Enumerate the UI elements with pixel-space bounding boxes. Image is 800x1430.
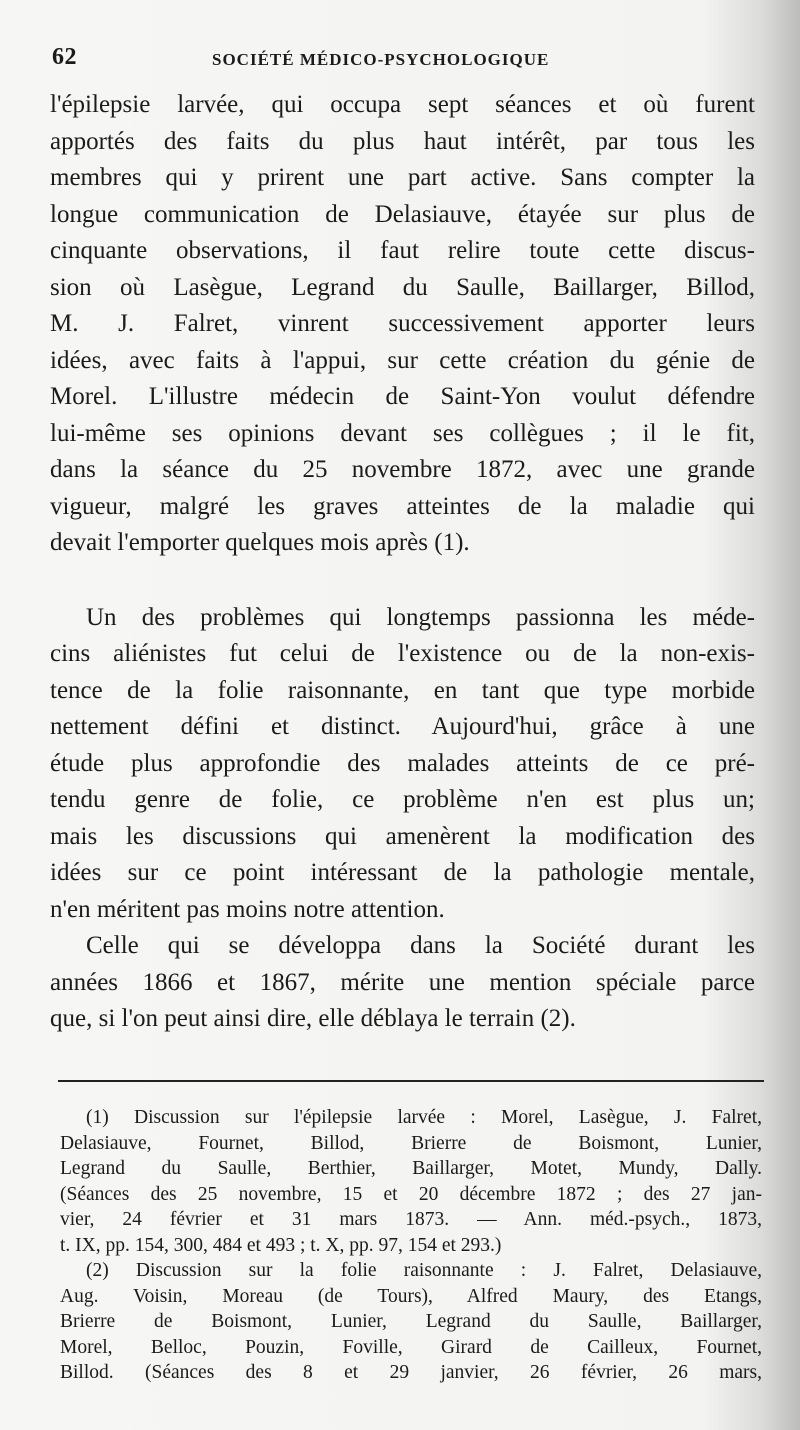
text-line: cins aliénistes fut celui de l'existence ou de la non-exis- xyxy=(50,640,755,667)
text-line: tence de la folie raisonnante, en tant que type morbide xyxy=(50,676,755,704)
running-title: SOCIÉTÉ MÉDICO-PSYCHOLOGIQUE xyxy=(212,50,550,69)
footnote-line: Morel, Belloc, Pouzin, Foville, Girard de Cailleux, Fournet, xyxy=(60,1336,762,1358)
body-text xyxy=(50,87,755,1038)
text-line: que, si l'on peut ainsi dire, elle déblaya le terrain (2). xyxy=(50,1005,576,1032)
text-line: M. J. Falret, vinrent successivement apporter leurs xyxy=(50,310,755,337)
text-line: devait l'emporter quelques mois après (1). xyxy=(50,529,470,556)
paragraph-1 xyxy=(50,87,755,562)
text-line: l'épilepsie larvée, qui occupa sept séances et où furent xyxy=(50,91,755,118)
footnotes xyxy=(60,1105,762,1386)
paragraph-2 xyxy=(50,600,755,929)
text-line: Un des problèmes qui longtemps passionna les méde- xyxy=(86,603,755,631)
footnote-line: Billod. (Séances des 8 et 29 janvier, 26 février, 26 mars, xyxy=(60,1362,762,1383)
page-number: 62 xyxy=(52,44,77,70)
footnote-rule xyxy=(58,1080,764,1082)
footnote-line: Aug. Voisin, Moreau (de Tours), Alfred Maury, des Etangs, xyxy=(60,1285,762,1307)
text-line: membres qui y prirent une part active. Sans compter la xyxy=(50,164,755,191)
footnote-line: t. IX, pp. 154, 300, 484 et 493 ; t. X, pp. 97, 154 et 293.) xyxy=(60,1234,502,1256)
text-line: mais les discussions qui amenèrent la modification des xyxy=(50,822,755,850)
footnote-line: (Séances des 25 novembre, 15 et 20 décembre 1872 ; des 27 jan- xyxy=(60,1183,762,1205)
text-line: sion où Lasègue, Legrand du Saulle, Baillarger, Billod, xyxy=(50,273,755,301)
footnote-line: (2) Discussion sur la folie raisonnante : J. Falret, Delasiauve, xyxy=(86,1260,762,1281)
footnote-1 xyxy=(60,1105,762,1258)
text-line: nettement défini et distinct. Aujourd'hui, grâce à une xyxy=(50,713,755,740)
footnote-line: Delasiauve, Fournet, Billod, Brierre de Boismont, Lunier, xyxy=(60,1132,762,1154)
text-line: n'en méritent pas moins notre attention. xyxy=(50,895,445,923)
footnote-line: (1) Discussion sur l'épilepsie larvée : Morel, Lasègue, J. Falret, xyxy=(86,1107,762,1128)
text-line: années 1866 et 1867, mérite une mention spéciale parce xyxy=(50,968,755,996)
paragraph-spacer xyxy=(50,562,755,600)
text-line: lui-même ses opinions devant ses collègues ; il le fit, xyxy=(50,419,755,447)
text-line: idées sur ce point intéressant de la pathologie mentale, xyxy=(50,859,755,886)
text-line: tendu genre de folie, ce problème n'en est plus un; xyxy=(50,786,755,813)
running-head xyxy=(52,44,762,74)
text-line: Morel. L'illustre médecin de Saint-Yon voulut défendre xyxy=(50,383,755,410)
footnote-line: Legrand du Saulle, Berthier, Baillarger, Motet, Mundy, Dally. xyxy=(60,1158,762,1179)
footnote-2 xyxy=(60,1258,762,1386)
text-line: vigueur, malgré les graves atteintes de la maladie qui xyxy=(50,492,755,520)
footnote-line: Brierre de Boismont, Lunier, Legrand du Saulle, Baillarger, xyxy=(60,1311,762,1332)
paragraph-3 xyxy=(50,928,755,1038)
text-line: étude plus approfondie des malades atteints de ce pré- xyxy=(50,749,755,777)
footnote-line: vier, 24 février et 31 mars 1873. — Ann. méd.-psych., 1873, xyxy=(60,1209,762,1230)
text-line: apportés des faits du plus haut intérêt, par tous les xyxy=(50,127,755,155)
text-line: longue communication de Delasiauve, étayée sur plus de xyxy=(50,200,755,228)
text-line: Celle qui se développa dans la Société durant les xyxy=(86,932,755,959)
text-line: idées, avec faits à l'appui, sur cette création du génie de xyxy=(50,346,755,374)
text-line: dans la séance du 25 novembre 1872, avec une grande xyxy=(50,456,755,483)
text-line: cinquante observations, il faut relire toute cette discus- xyxy=(50,237,755,264)
